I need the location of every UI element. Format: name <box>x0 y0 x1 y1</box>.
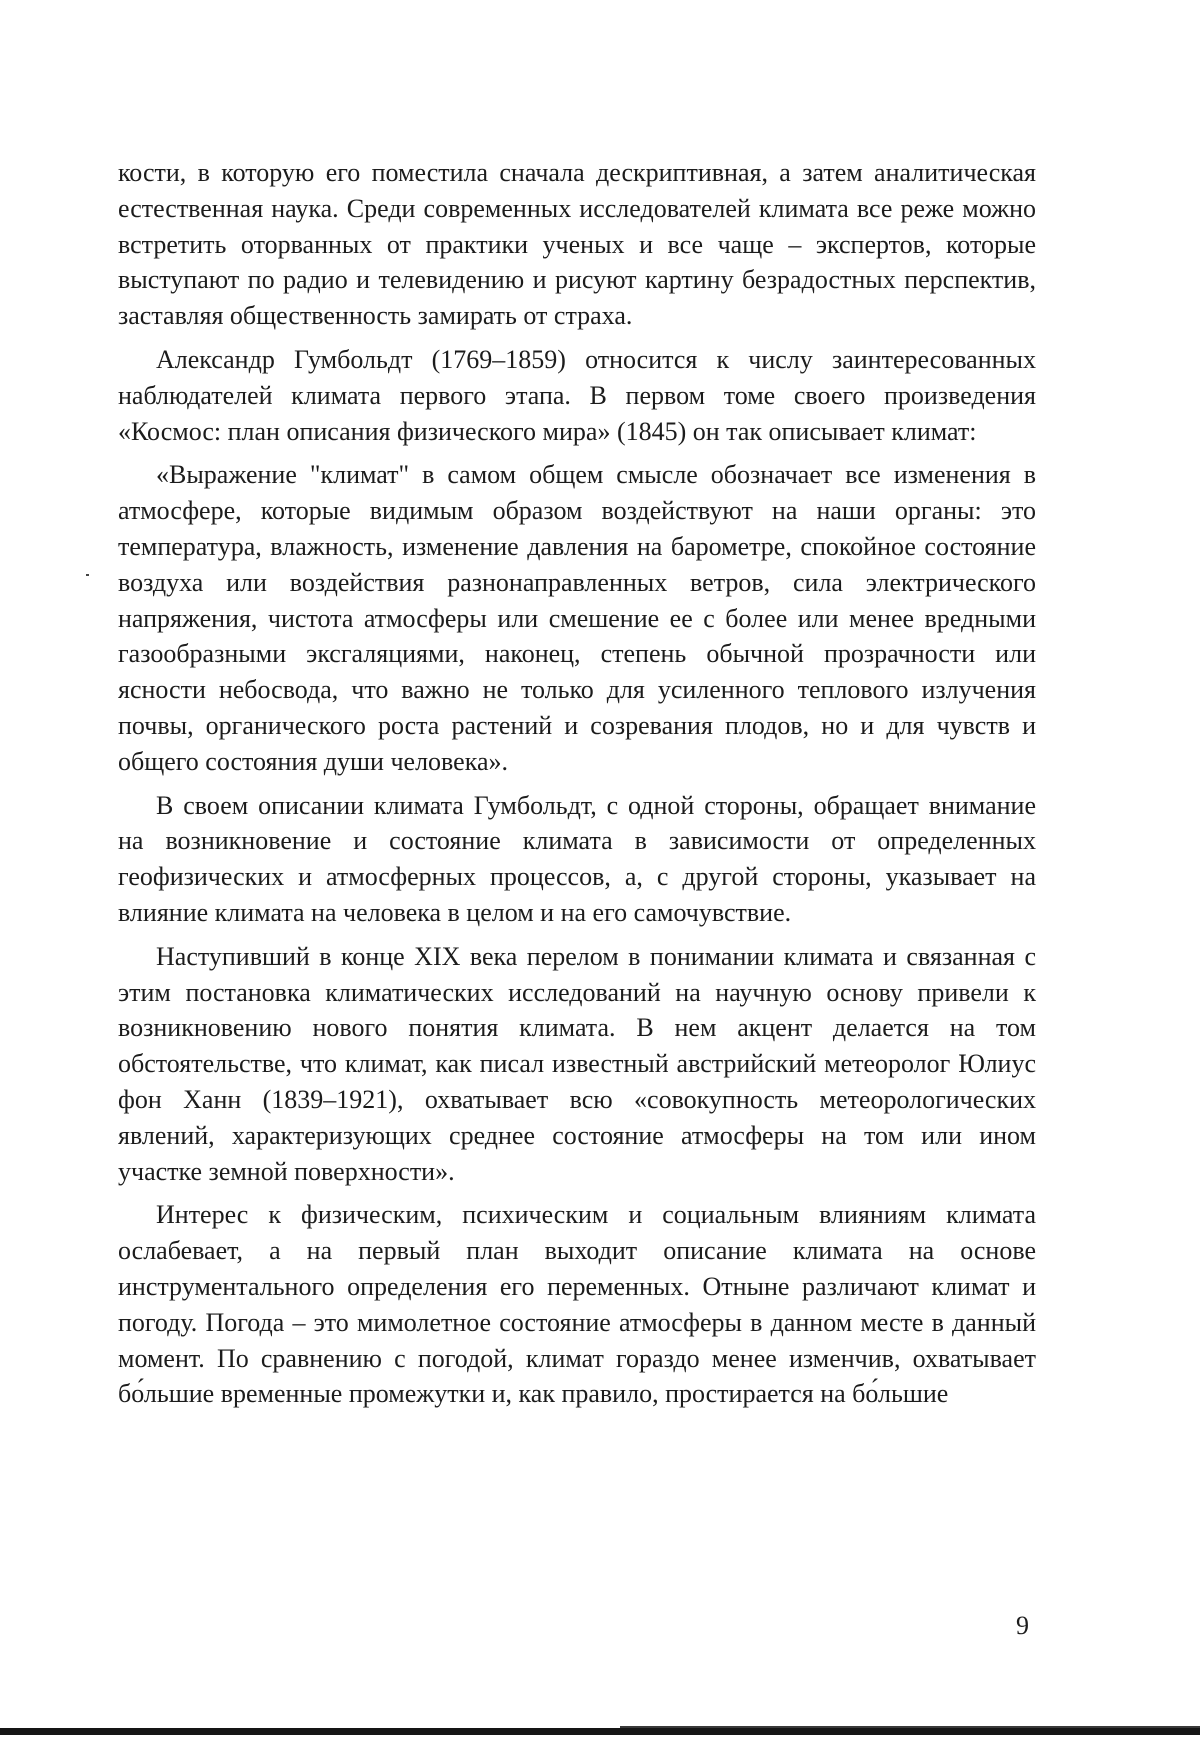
paragraph-climate-weather: Интерес к физическим, психическим и социальным влияниям климата ослабевает, а на первый план выходит описание климата на основе инструментального определения его переменных. Отныне различают климат и погоду. Погода – это мимолетное состояние атмосферы в данном месте в данный момент. По сравнению с погодой, климат гораздо менее изменчив, охватывает бо́льшие временные промежутки и, как правило, простирается на бо́льшие <box>118 1200 1036 1409</box>
paragraph-humboldt-quote: «Выражение "климат" в самом общем смысле обозначает все изменения в атмосфере, которые видимым образом воздействуют на наши органы: это температура, влажность, изменение давления на барометре, спокойное состояние воздуха или воздействия разнонаправленных ветров, сила электрического напряжения, чистота атмосферы или смешение ее с более или менее вредными газообразными эксгаляциями, наконец, степень обычной прозрачности или ясности небосвода, что важно не только для усиленного теплового излучения почвы, органического роста растений и созревания плодов, но и для чувств и общего состояния души человека». <box>118 460 1036 776</box>
scan-speck <box>86 574 89 576</box>
body-text <box>118 155 1036 1420</box>
paragraph-humboldt-intro: Александр Гумбольдт (1769–1859) относится к числу заинтересованных наблюдателей климата первого этапа. В первом томе своего произведения «Космос: план описания физического мира» (1845) он так описывает климат: <box>118 344 1036 446</box>
paragraph-continuation: кости, в которую его поместила сначала дескриптивная, а затем аналитическая естественная наука. Среди современных исследователей климата все реже можно встретить оторванных от практики ученых и все чаще – экспертов, которые выступают по радио и телевидению и рисуют картину безрадостных перспектив, заставляя общественность замирать от страха. <box>118 158 1036 331</box>
page-number: 9 <box>1016 1611 1029 1640</box>
scan-bottom-edge <box>0 1728 1200 1735</box>
paragraph-humboldt-description: В своем описании климата Гумбольдт, с одной стороны, обращает внимание на возникновение и состояние климата в зависимости от определенных геофизических и атмосферных процессов, а, с другой стороны, указывает на влияние климата на человека в целом и на его самочувствие. <box>118 790 1036 927</box>
paragraph-hann-climate: Наступивший в конце XIX века перелом в понимании климата и связанная с этим постановка климатических исследований на научную основу привели к возникновению нового понятия климата. В нем акцент делается на том обстоятельстве, что климат, как писал известный австрийский метеоролог Юлиус фон Ханн (1839–1921), охватывает всю «совокупность метеорологических явлений, характеризующих среднее состояние атмосферы на том или ином участке земной поверхности». <box>118 941 1036 1186</box>
